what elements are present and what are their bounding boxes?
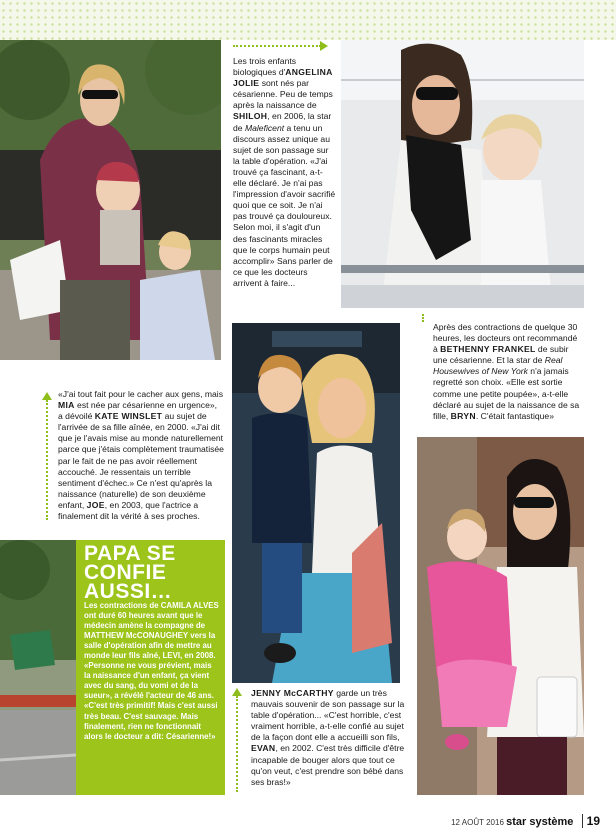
photo-jenny-mccarthy [232,323,400,683]
dotted-arrow-line [46,400,48,520]
dotted-arrow-line [236,696,238,792]
dotted-arrow-line [233,45,321,47]
article-jenny-mccarthy: JENNY McCARTHY garde un très mauvais souvenir de son passage sur la table d'opération... «C'est horrible, c'est vraiment horrible, a-t-elle confié au sujet de la façon dont elle a accueilli son fils, EVAN, en 2002. C'est très difficile d'être incapable de bouger alors que tout ce qu'on veut, c'est prendre son bébé dans ses bras!» [251,688,405,787]
page-footer [451,814,600,828]
sidebar-body: Les contractions de CAMILA ALVES ont duré 60 heures avant que le médecin amène la compagne de MATTHEW McCONAUGHEY vers la salle d'opération afin de mettre au monde leur fils aîné, LEVI, en 2008. «Personne ne vous prévient, mais la naissance d'un enfant, ça vient avec du sang, du vomi et de la sueur», a révélé l'acteur de 46 ans. «C'est très primitif! Mais c'est aussi très beau. C'est sauvage. Mais finalement, rien ne fonctionnait alors le docteur a dit: Césarienne!» [84,601,219,741]
magazine-name: star système [506,816,574,828]
arrow-up-icon [232,688,242,696]
photo-bethenny-frankel [417,437,584,795]
article-kate-winslet: «J'ai tout fait pour le cacher aux gens, mais MIA est née par césarienne en urgence», a dévoilé KATE WINSLET au sujet de l'arrivée de sa fille aînée, en 2000. «J'ai dit que je l'avais mise au monde naturellement parce que j'étais complètement traumatisée par le fait de ne pas avoir réellement accouché. Je ressentais un terrible sentiment d'échec.» Ce n'est qu'après la naissance (naturelle) de son deuxième enfant, JOE, en 2003, que l'actrice a finalement dit la vérité à ses proches. [58,389,224,522]
article-bethenny-frankel: Après des contractions de quelque 30 heures, les docteurs ont recommandé à BETHENNY FRANKEL de subir une césarienne. Et la star de Real Housewives of New York n'a jamais regretté son choix. «Elle est sortie comme une petite poupée», a-t-elle déclaré au sujet de la naissance de sa fille, BRYN. C'était fantastique» [433,322,580,421]
issue-date: 12 AOÛT 2016 [451,818,504,827]
photo-kate-winslet [0,40,221,360]
top-pattern-band [0,0,616,40]
sidebar-papa-se-confie [76,540,225,795]
arrow-right-icon [320,41,328,51]
arrow-up-icon [42,392,52,400]
article-angelina-jolie: Les trois enfants biologiques d'ANGELINA JOLIE sont nés par césarienne. Peu de temps après la naissance de SHILOH, en 2006, la star de Maleficent a tenu un discours assez unique au sujet de son passage sur la table d'opération. «J'ai trouvé ça fascinant, a-t-elle déclaré. Je n'ai pas l'impression d'avoir sacrifié quoi que ce soit. Je n'ai pas trouvé ça douloureux. Selon moi, il s'agit d'un des fascinants miracles que le corps humain peut accomplir» Sans parler de ce que les docteurs arrivent à faire... [233,56,336,288]
photo-angelina-jolie [341,40,584,308]
photo-matthew-mcconaughey [0,540,76,795]
page-number: 19 [582,814,600,828]
sidebar-title: PAPA SE CONFIE AUSSI… [84,542,176,603]
dotted-arrow-line [422,314,424,322]
